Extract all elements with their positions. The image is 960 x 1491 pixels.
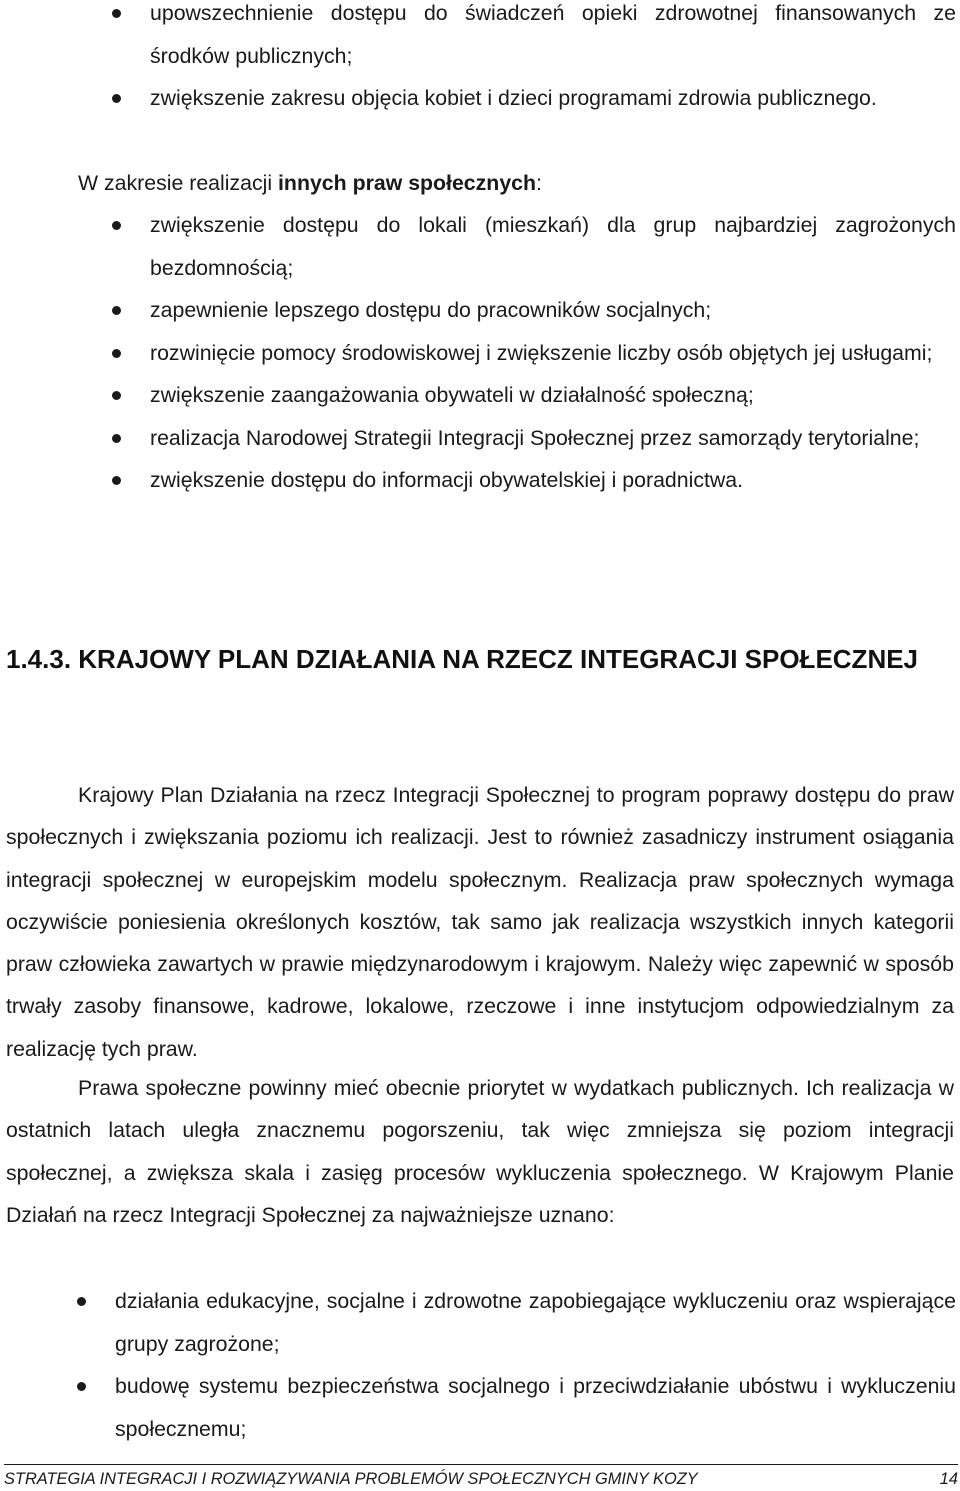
footer-title: STRATEGIA INTEGRACJI I ROZWIĄZYWANIA PROBLEMÓW SPOŁECZNYCH GMINY KOZY xyxy=(4,1470,698,1488)
bullet-icon xyxy=(112,349,121,358)
list-item: upowszechnienie dostępu do świadczeń opieki zdrowotnej finansowanych ze środków publicznych; xyxy=(150,0,956,77)
page-number: 14 xyxy=(939,1470,958,1488)
paragraph: Prawa społeczne powinny mieć obecnie priorytet w wydatkach publicznych. Ich realizacja w ostatnich latach uległa znacznemu pogorszeniu, tak więc zmniejsza się poziom integracji społecznej, a zwiększa skala i zasięg procesów wykluczenia społecznego. W Krajowym Planie Działań na rzecz Integracji Społecznej za najważniejsze uznano: xyxy=(6,1076,954,1227)
bullet-icon xyxy=(112,306,121,315)
list-item: zwiększenie zaangażowania obywateli w działalność społeczną; xyxy=(150,374,956,417)
bullet-icon xyxy=(112,94,121,103)
bullet-icon xyxy=(112,9,121,18)
bullet-icon xyxy=(112,434,121,443)
bullet-icon xyxy=(77,1382,86,1391)
health-access-list xyxy=(150,0,956,120)
list-item: działania edukacyjne, socjalne i zdrowotne zapobiegające wykluczeniu oraz wspierające grupy zagrożone; xyxy=(115,1280,956,1365)
social-rights-intro: W zakresie realizacji innych praw społecznych: xyxy=(78,171,542,195)
list-item: zwiększenie zakresu objęcia kobiet i dzieci programami zdrowia publicznego. xyxy=(150,77,956,120)
bullet-icon xyxy=(112,221,121,230)
list-item: zapewnienie lepszego dostępu do pracowników socjalnych; xyxy=(150,289,956,332)
priorities-list xyxy=(115,1280,956,1450)
social-rights-list xyxy=(150,204,956,502)
section-heading: 1.4.3. KRAJOWY PLAN DZIAŁANIA NA RZECZ INTEGRACJI SPOŁECZNEJ xyxy=(6,644,919,674)
footer-divider xyxy=(4,1464,958,1465)
list-item: realizacja Narodowej Strategii Integracji Społecznej przez samorządy terytorialne; xyxy=(150,417,956,460)
bullet-icon xyxy=(77,1297,86,1306)
paragraph: Krajowy Plan Działania na rzecz Integracji Społecznej to program poprawy dostępu do praw społecznych i zwiększania poziomu ich realizacji. Jest to również zasadniczy instrument osiągania integracji społecznej w europejskim modelu społecznym. Realizacja praw społecznych wymaga oczywiście poniesienia określonych kosztów, tak samo jak realizacja wszystkich innych kategorii praw człowieka zawartych w prawie międzynarodowym i krajowym. Należy więc zapewnić w sposób trwały zasoby finansowe, kadrowe, lokalowe, rzeczowe i inne instytucjom odpowiedzialnym za realizację tych praw. xyxy=(6,783,954,1061)
list-item: zwiększenie dostępu do lokali (mieszkań) dla grup najbardziej zagrożonych bezdomnością; xyxy=(150,204,956,289)
list-item: budowę systemu bezpieczeństwa socjalnego i przeciwdziałanie ubóstwu i wykluczeniu społecznemu; xyxy=(115,1365,956,1450)
bullet-icon xyxy=(112,476,121,485)
bullet-icon xyxy=(112,391,121,400)
list-item: rozwinięcie pomocy środowiskowej i zwiększenie liczby osób objętych jej usługami; xyxy=(150,332,956,375)
list-item: zwiększenie dostępu do informacji obywatelskiej i poradnictwa. xyxy=(150,459,956,502)
social-rights-emphasis: innych praw społecznych xyxy=(278,171,537,195)
